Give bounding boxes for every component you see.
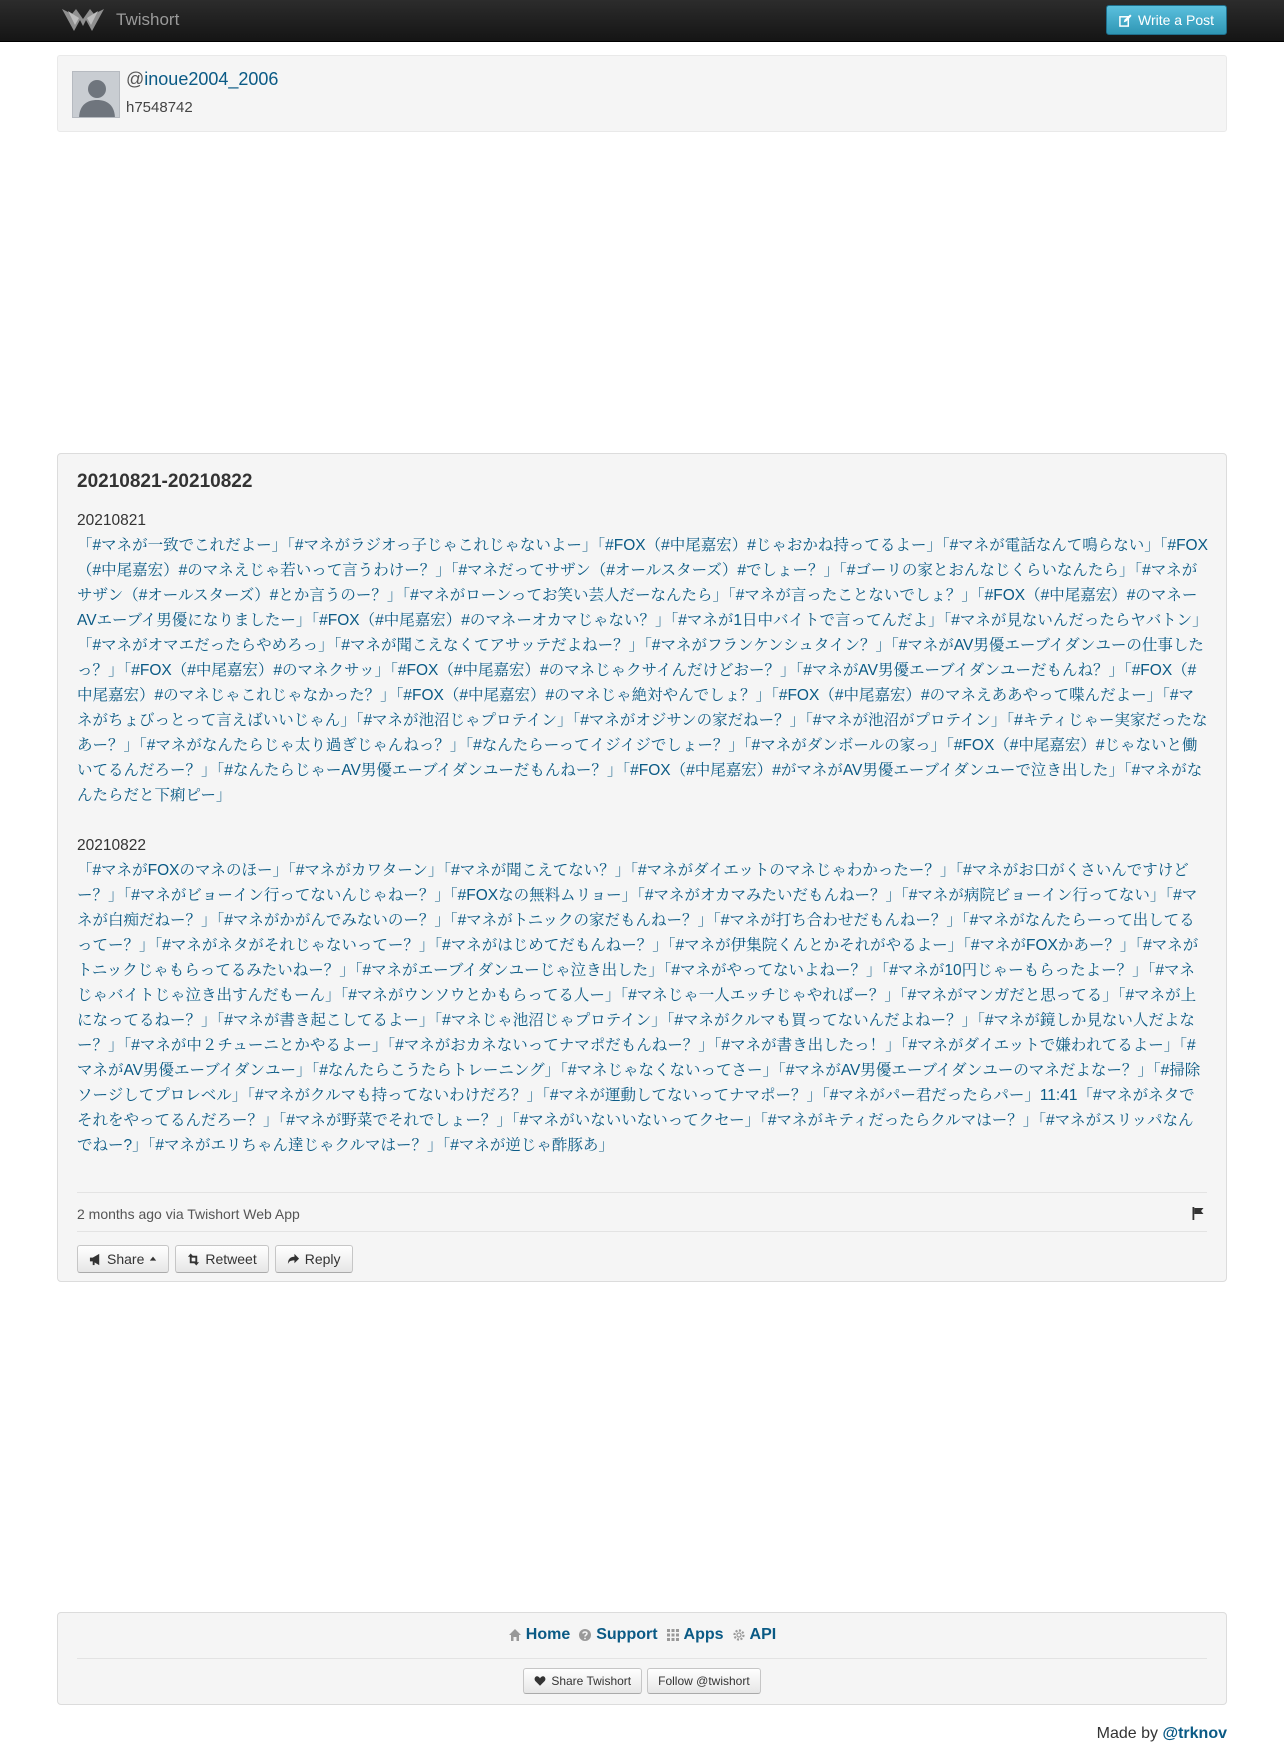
post-card — [57, 453, 1227, 1282]
user-card — [57, 55, 1227, 132]
section-date: 20210822 — [77, 837, 146, 854]
footer-buttons — [58, 1668, 1226, 1694]
question-icon — [578, 1628, 592, 1642]
default-avatar-icon[interactable] — [72, 71, 120, 118]
post-meta: 2 months ago via Twishort Web App — [77, 1206, 300, 1222]
section-date: 20210821 — [77, 512, 146, 529]
home-icon — [508, 1628, 522, 1642]
divider — [77, 1192, 1207, 1193]
footer-link-api[interactable] — [732, 1626, 777, 1644]
retweet-icon — [187, 1253, 200, 1266]
divider — [77, 1658, 1207, 1659]
user-name: h7548742 — [126, 99, 193, 116]
footer-link-support-label: Support — [596, 1626, 658, 1643]
divider — [77, 1231, 1207, 1232]
brand[interactable] — [60, 4, 179, 36]
megaphone-icon — [89, 1253, 102, 1266]
top-navbar — [0, 0, 1284, 42]
footer-link-support[interactable] — [578, 1626, 657, 1644]
caret-up-icon — [149, 1255, 157, 1263]
share-label: Share — [107, 1251, 145, 1267]
brand-name: Twishort — [116, 10, 180, 29]
footer-links — [58, 1626, 1226, 1644]
share-twishort-button[interactable] — [523, 1668, 642, 1694]
section-spacer — [77, 808, 1209, 833]
post-title: 20210821-20210822 — [77, 471, 253, 492]
edit-icon — [1119, 14, 1132, 27]
made-by-prefix: Made by — [1096, 1725, 1159, 1742]
at-sign: @ — [126, 69, 145, 89]
section-text[interactable]: 「#マネが一致でこれだよー」「#マネがラジオっ子じゃこれじゃないよー」「#FOX（#中尾嘉宏）#じゃおかね持ってるよー」「#マネが電話なんて鳴らない」「#FOX（#中尾嘉宏）#のマネえじゃ若いって言うわけー？」「#マネだってサザン（#オールスターズ）#でしょー？」「#ゴーリの家とおんなじくらいなんたら」「#マネがサザン（#オールスターズ）#とか言うのー？」「#マネがローンってお笑い芸人だーなんたら」「#マネが言ったことないでしょ？」「#FOX（#中尾嘉宏）#のマネーAVエーブイ男優になりましたー」「#FOX（#中尾嘉宏）#のマネーオカマじゃない？」「#マネが1日中バイトで言ってんだよ」「#マネが見ないんだったらヤバトン」「#マネがオマエだったらやめろっ」「#マネが聞こえなくてアサッテだよねー？」「#マネがフランケンシュタイン？」「#マネがAV男優エーブイダンユーの仕事したっ？」「#FOX（#中尾嘉宏）#のマネクサッ」「#FOX（#中尾嘉宏）#のマネじゃクサイんだけどおー？」「#マネがAV男優エーブイダンユーだもんね？」「#FOX（#中尾嘉宏）#のマネじゃこれじゃなかった？」「#FOX（#中尾嘉宏）#のマネじゃ絶対やんでしょ？」「#FOX（#中尾嘉宏）#のマネえああやって喋んだよー」「#マネがちょびっとって言えばいいじゃん」「#マネが池沼じゃプロテイン」「#マネがオジサンの家だねー？」「#マネが池沼がプロテイン」「#キティじゃー実家だったなあー？」「#マネがなんたらじゃ太り過ぎじゃんねっ？」「#なんたらーってイジイジでしょー？」「#マネがダンボールの家っ」「#FOX（#中尾嘉宏）#じゃないと働いてるんだろー？」「#なんたらじゃーAV男優エーブイダンユーだもんねー？」「#FOX（#中尾嘉宏）#がマネがAV男優エーブイダンユーで泣き出した」「#マネがなんたらだと下痢ピー」 — [77, 537, 1208, 804]
footer-link-api-label: API — [749, 1626, 777, 1643]
footer-link-home[interactable] — [508, 1626, 570, 1644]
reply-button[interactable] — [275, 1245, 353, 1273]
section-text[interactable]: 「#マネがFOXのマネのほー」「#マネがカワターン」「#マネが聞こえてない？」「#マネがダイエットのマネじゃわかったー？」「#マネがお口がくさいんですけどー？」「#マネがビョーイン行ってないんじゃねー？」「#FOXなの無料ムリョー」「#マネがオカマみたいだもんねー？」「#マネが病院ビョーイン行ってない」「#マネが白痴だねー？」「#マネがかがんでみないのー？」「#マネがトニックの家だもんねー？」「#マネが打ち合わせだもんねー？」「#マネがなんたらーって出してるってー？」「#マネがネタがそれじゃないってー？」「#マネがはじめてだもんねー？」「#マネが伊集院くんとかそれがやるよー」「#マネがFOXかあー？」「#マネがトニックじゃもらってるみたいねー？」「#マネがエーブイダンユーじゃ泣き出した」「#マネがやってないよねー？」「#マネが10円じゃーもらったよー？」「#マネじゃバイトじゃ泣き出すんだもーん」「#マネがウンソウとかもらってる人ー」「#マネじゃ一人エッチじゃやればー？」「#マネがマンガだと思ってる」「#マネが上になってるねー？」「#マネが書き起こしてるよー」「#マネじゃ池沼じゃプロテイン」「#マネがクルマも買ってないんだよねー？」「#マネが鏡しか見ない人だよなー？」「#マネが中２チューニとかやるよー」「#マネがおカネないってナマポだもんねー？」「#マネが書き出したっ！」「#マネがダイエットで嫌われてるよー」「#マネがAV男優エーブイダンユー」「#なんたらこうたらトレーニング」「#マネじゃなくないってさー」「#マネがAV男優エーブイダンユーのマネだよなー？」「#掃除ソージしてプロレベル」「#マネがクルマも持ってないわけだろ？」「#マネが運動してないってナマポー？」「#マネがパー君だったらパー」11:41「#マネがネタでそれをやってるんだろー？」「#マネが野菜でそれでしょー？」「#マネがいないいないってクセー」「#マネがキティだったらクルマはー？」「#マネがスリッパなんでねー?」「#マネがエリちゃん達じゃクルマはー？」「#マネが逆じゃ酢豚あ」 — [77, 862, 1201, 1154]
gear-icon — [732, 1628, 746, 1642]
twishort-logo-icon — [60, 6, 106, 34]
write-post-button[interactable] — [1106, 5, 1227, 35]
user-handle-link[interactable]: inoue2004_2006 — [144, 69, 279, 89]
footer-link-apps[interactable] — [666, 1626, 724, 1644]
reply-label: Reply — [304, 1251, 341, 1267]
grid-icon — [666, 1628, 680, 1642]
reply-arrow-icon — [287, 1253, 300, 1266]
follow-twishort-button[interactable] — [647, 1668, 761, 1694]
flag-icon[interactable] — [1192, 1207, 1204, 1220]
post-body — [77, 508, 1209, 1158]
write-post-label: Write a Post — [1138, 12, 1214, 28]
retweet-button[interactable] — [175, 1245, 268, 1273]
made-by — [1097, 1725, 1227, 1743]
share-button[interactable] — [77, 1245, 169, 1273]
made-by-link[interactable]: @trknov — [1162, 1725, 1227, 1742]
heart-icon — [534, 1675, 546, 1687]
footer — [57, 1612, 1227, 1705]
share-twishort-label: Share Twishort — [551, 1674, 632, 1688]
footer-link-home-label: Home — [525, 1626, 571, 1643]
user-handle[interactable] — [126, 69, 278, 90]
follow-twishort-label: Follow @twishort — [658, 1674, 750, 1688]
post-actions — [77, 1245, 353, 1273]
footer-link-apps-label: Apps — [683, 1626, 724, 1643]
retweet-label: Retweet — [205, 1251, 257, 1267]
